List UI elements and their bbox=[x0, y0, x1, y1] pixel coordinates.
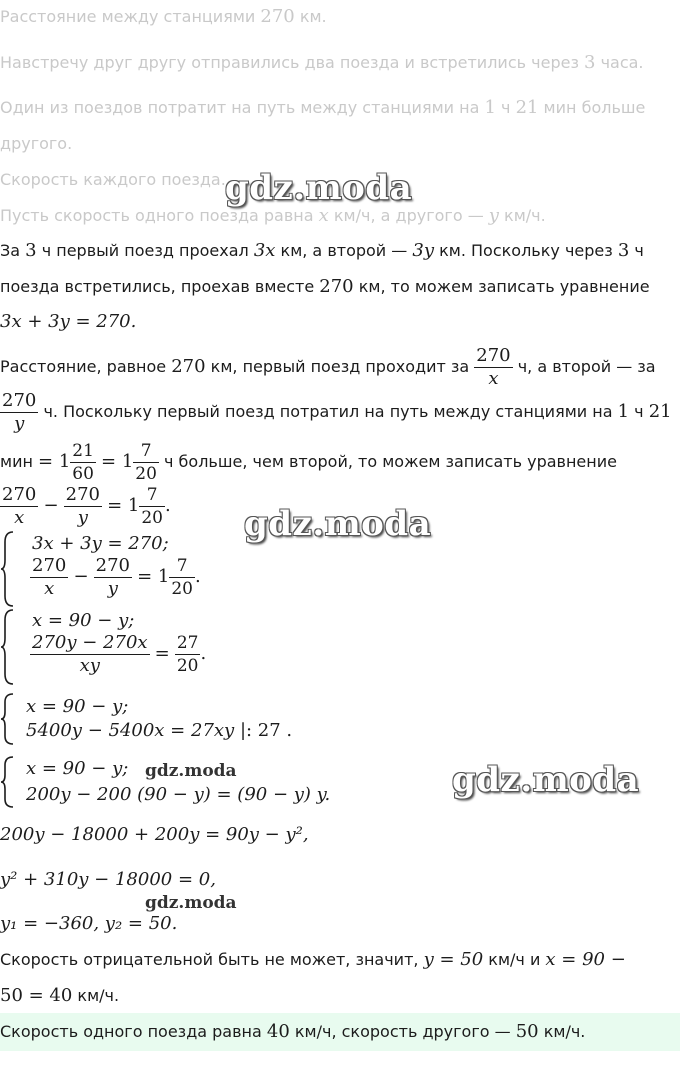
equation-expanded: 200y − 18000 + 200y = 90y − y², bbox=[0, 824, 309, 845]
equation-sum: 3x + 3y = 270. bbox=[0, 311, 137, 332]
condition-question: Скорость каждого поезда. bbox=[0, 170, 226, 189]
equation-quadratic: y² + 310y − 18000 = 0, bbox=[0, 869, 216, 890]
solution-paragraph-2-line-1: Расстояние, равное 270 км, первый поезд проходит за $\frac{270}{x}$ ч, а второй — за bbox=[0, 345, 656, 389]
condition-line-4: другого. bbox=[0, 134, 73, 153]
conclusion-line-2: 50 = 40 км/ч. bbox=[0, 985, 120, 1006]
fraction-270-y: $\frac{270}{y}$ bbox=[95, 555, 130, 599]
system-1-eq-2: $\frac{270}{x}$ − $\frac{270}{y}$ = 1 $\frac{7}{20}$ . bbox=[32, 555, 201, 599]
fraction-270-x: $\frac{270}{x}$ bbox=[476, 345, 511, 389]
watermark-logo-1: gdz.moda bbox=[225, 168, 413, 208]
solution-let: Пусть скорость одного поезда равна x км/ч, а другого — y км/ч. bbox=[0, 205, 546, 226]
condition-line-2: Навстречу друг другу отправились два поезда и встретились через 3 часа. bbox=[0, 52, 644, 73]
system-3-eq-2: 5400y − 5400x = 27xy |: 27 . bbox=[26, 720, 293, 741]
solution-paragraph-1-line-1: За 3 ч первый поезд проехал 3x км, а второй — 3y км. Поскольку через 3 ч bbox=[0, 240, 644, 261]
solution-paragraph-2-line-3: мин = 1 $\frac{21}{60}$ = 1 $\frac{7}{20}$ ч больше, чем второй, то можем записать уравнение bbox=[0, 441, 617, 484]
watermark-small-1: gdz.moda bbox=[145, 761, 237, 781]
fraction-7-20: $\frac{7}{20}$ bbox=[135, 441, 157, 484]
system-4-eq-1: x = 90 − y; bbox=[26, 758, 129, 779]
system-3-eq-1: x = 90 − y; bbox=[26, 696, 129, 717]
fraction-270y-270x-over-xy: $\frac{270y - 270x}{xy}$ bbox=[32, 632, 148, 676]
system-1-brace bbox=[0, 530, 16, 612]
condition-line-1: Расстояние между станциями 270 км. bbox=[0, 6, 327, 27]
fraction-270-x: $\frac{270}{x}$ bbox=[2, 484, 37, 528]
solution-paragraph-2-line-2: $\frac{270}{y}$ ч. Поскольку первый поезд потратил на путь между станциями на 1 ч 21 bbox=[2, 390, 672, 434]
fraction-21-60: $\frac{21}{60}$ bbox=[72, 441, 94, 484]
fraction-270-y: $\frac{270}{y}$ bbox=[65, 484, 100, 528]
fraction-7-20: $\frac{7}{20}$ bbox=[171, 556, 193, 599]
equation-roots: y₁ = −360, y₂ = 50. bbox=[0, 913, 178, 934]
fraction-27-20: $\frac{27}{20}$ bbox=[176, 633, 199, 676]
equation-time-difference: $\frac{270}{x}$ − $\frac{270}{y}$ = 1 $\frac{7}{20}$ . bbox=[2, 484, 171, 528]
answer-text: Скорость одного поезда равна 40 км/ч, скорость другого — 50 км/ч. bbox=[0, 1021, 586, 1042]
system-1-eq-1: 3x + 3y = 270; bbox=[32, 533, 169, 554]
watermark-logo-3: gdz.moda bbox=[452, 760, 640, 800]
conclusion-line-1: Скорость отрицательной быть не может, значит, y = 50 км/ч и x = 90 − bbox=[0, 949, 626, 970]
condition-line-3: Один из поездов потратит на путь между станциями на 1 ч 21 мин больше bbox=[0, 97, 646, 118]
fraction-270-y: $\frac{270}{y}$ bbox=[2, 390, 37, 434]
system-2-eq-1: x = 90 − y; bbox=[32, 610, 135, 631]
solution-paragraph-1-line-2: поезда встретились, проехав вместе 270 км, то можем записать уравнение bbox=[0, 276, 650, 297]
system-4-eq-2: 200y − 200 (90 − y) = (90 − y) y. bbox=[26, 784, 331, 805]
fraction-270-x: $\frac{270}{x}$ bbox=[32, 555, 67, 599]
system-4-brace bbox=[0, 755, 16, 813]
system-3-brace bbox=[0, 692, 16, 750]
fraction-7-20: $\frac{7}{20}$ bbox=[141, 485, 163, 528]
watermark-small-2: gdz.moda bbox=[145, 893, 237, 913]
system-2-brace bbox=[0, 608, 16, 690]
system-2-eq-2: $\frac{270y - 270x}{xy}$ = $\frac{27}{20}$ . bbox=[32, 632, 207, 676]
watermark-logo-2: gdz.moda bbox=[244, 504, 432, 544]
